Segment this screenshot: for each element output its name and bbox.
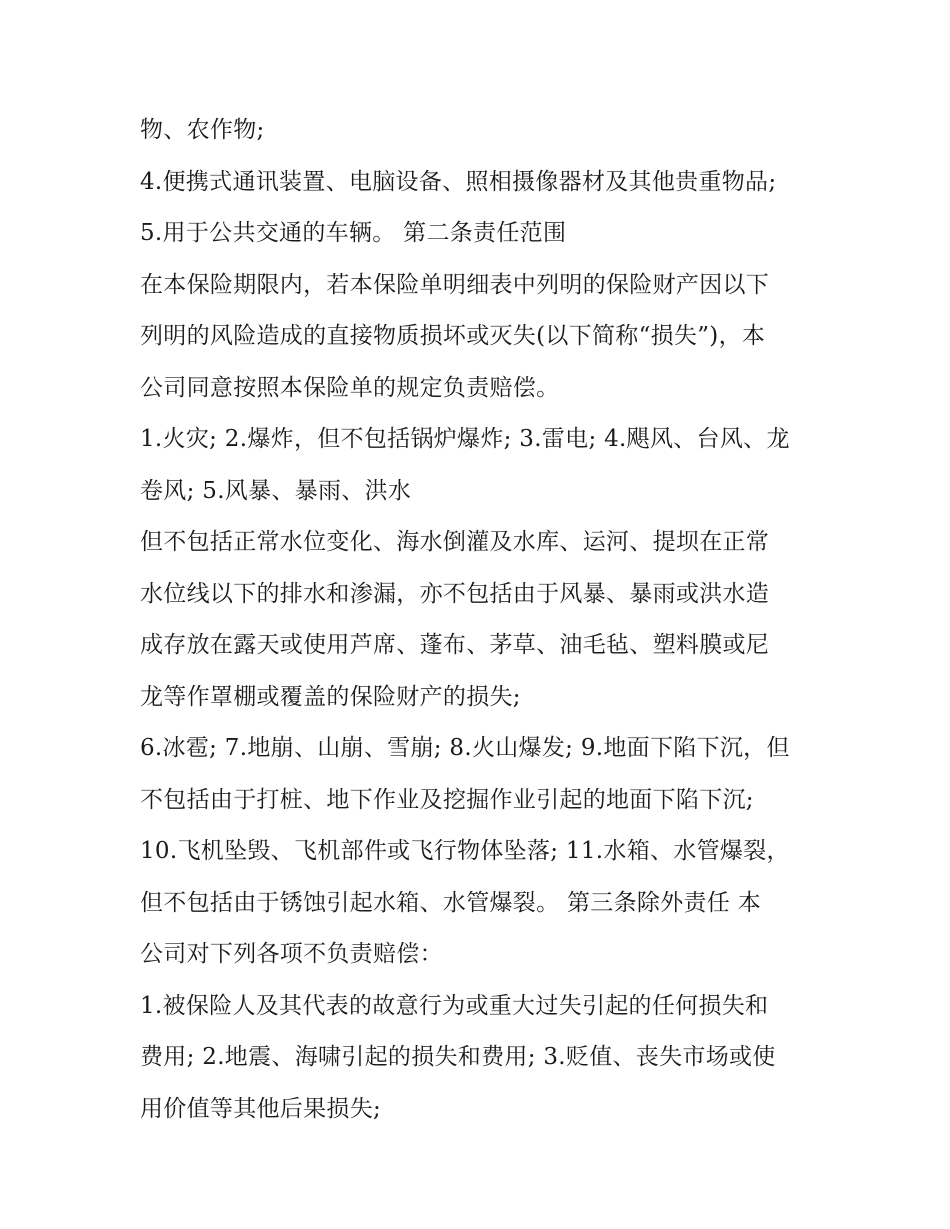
text-line: 1.火灾; 2.爆炸，但不包括锅炉爆炸; 3.雷电; 4.飓风、台风、龙 <box>140 426 790 452</box>
text-line: 公司对下列各项不负责赔偿： <box>140 941 443 967</box>
text-line: 但不包括正常水位变化、海水倒灌及水库、运河、提坝在正常 <box>140 529 770 555</box>
text-line: 公司同意按照本保险单的规定负责赔偿。 <box>140 374 560 401</box>
text-line: 5.用于公共交通的车辆。 第二条责任范围 <box>140 220 567 246</box>
text-line: 10.飞机坠毁、飞机部件或飞行物体坠落; 11.水箱、水管爆裂， <box>140 838 790 864</box>
text-line: 物、农作物; <box>140 117 265 143</box>
text-line: 龙等作罩棚或覆盖的保险财产的损失; <box>140 683 521 710</box>
text-line: 但不包括由于锈蚀引起水箱、水管爆裂。 第三条除外责任 本 <box>140 889 762 916</box>
text-line: 6.冰雹; 7.地崩、山崩、雪崩; 8.火山爆发; 9.地面下陷下沉，但 <box>140 735 790 761</box>
text-line: 水位线以下的排水和渗漏，亦不包括由于风暴、暴雨或洪水造 <box>140 580 770 607</box>
text-line: 不包括由于打桩、地下作业及挖掘作业引起的地面下陷下沉; <box>140 786 754 813</box>
text-line: 成存放在露天或使用芦席、蓬布、茅草、油毛毡、塑料膜或尼 <box>140 632 770 658</box>
text-line: 用价值等其他后果损失; <box>140 1095 382 1122</box>
text-line: 4.便携式通讯装置、电脑设备、照相摄像器材及其他贵重物品; <box>140 168 777 195</box>
text-line: 列明的风险造成的直接物质损坏或灭失(以下简称“损失”)，本 <box>140 323 766 349</box>
text-line: 卷风; 5.风暴、暴雨、洪水 <box>140 477 412 504</box>
text-line: 费用; 2.地震、海啸引起的损失和费用; 3.贬值、丧失市场或使 <box>140 1044 776 1070</box>
text-line: 1.被保险人及其代表的故意行为或重大过失引起的任何损失和 <box>140 992 769 1019</box>
text-line: 在本保险期限内，若本保险单明细表中列明的保险财产因以下 <box>140 271 770 298</box>
body-text <box>140 108 820 1138</box>
